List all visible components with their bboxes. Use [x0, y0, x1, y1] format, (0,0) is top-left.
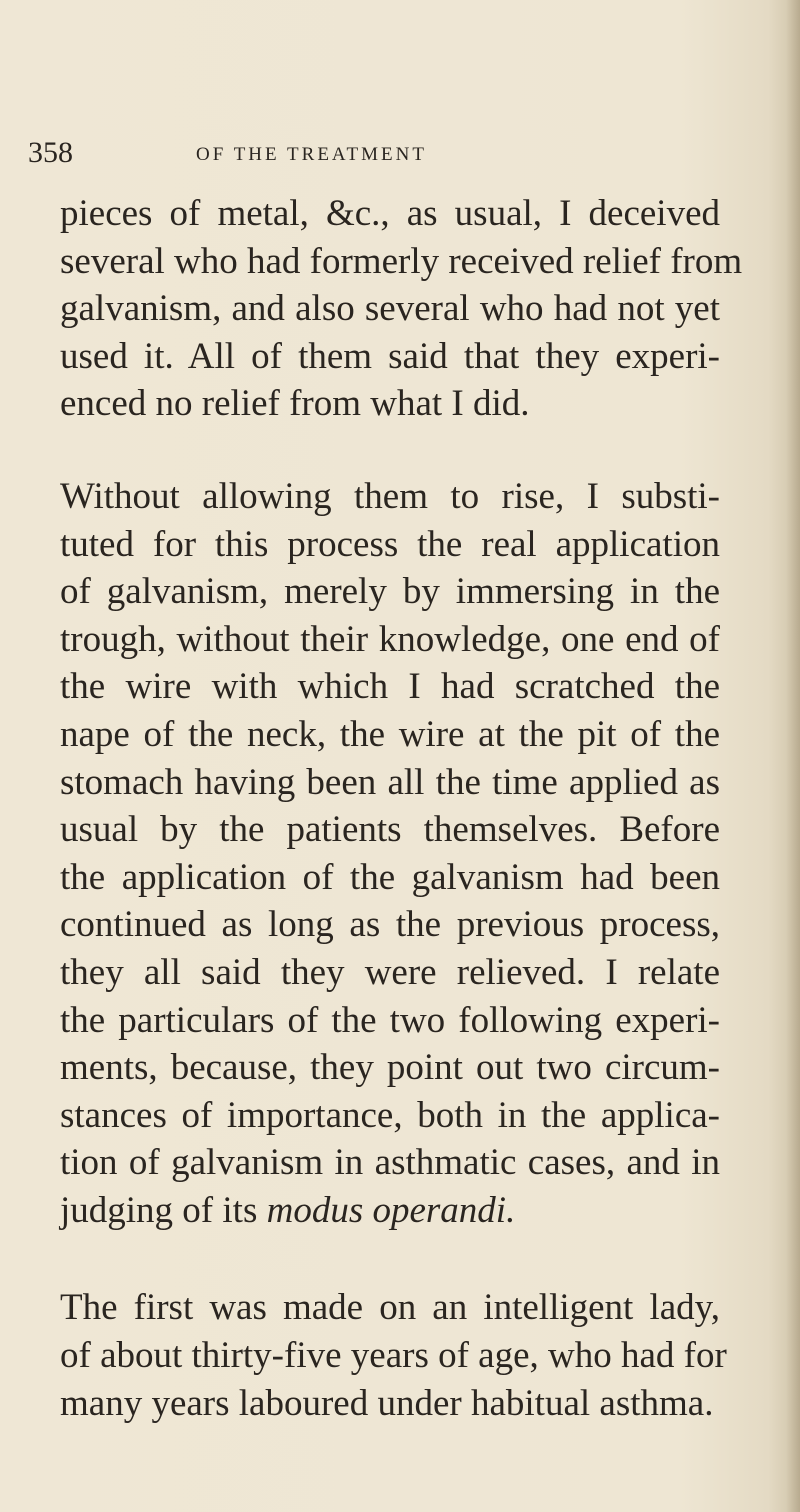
- text-line: tion of galvanism in asthmatic cases, and in: [60, 1142, 720, 1184]
- page-number: 358: [28, 136, 73, 169]
- text-line: [60, 1187, 720, 1235]
- text-line: the particulars of the two following experi-: [60, 999, 720, 1041]
- page-edge-shadow: [786, 0, 800, 1512]
- paragraph-1: [60, 190, 743, 428]
- page-header: [28, 136, 728, 176]
- text-line: used it. All of them said that they experi-: [60, 335, 720, 377]
- text-line: continued as long as the previous process,: [60, 904, 720, 946]
- text-line: the wire with which I had scratched the: [60, 666, 720, 708]
- paragraph-2: [60, 473, 720, 1235]
- running-head: OF THE TREATMENT: [196, 144, 427, 165]
- italic-phrase: modus operandi.: [266, 1189, 516, 1231]
- text-line: of galvanism, merely by immersing in the: [60, 571, 720, 613]
- text-line: stances of importance, both in the applica-: [60, 1094, 720, 1136]
- text-line: tuted for this process the real application: [60, 523, 720, 565]
- text-line: galvanism, and also several who had not yet: [60, 288, 720, 330]
- text-line: several who had formerly received relief from: [60, 240, 743, 282]
- text-line: nape of the neck, the wire at the pit of the: [60, 713, 720, 755]
- text-line: they all said they were relieved. I relate: [60, 951, 720, 993]
- text-line: usual by the patients themselves. Before: [60, 809, 720, 851]
- text-line: enced no relief from what I did.: [60, 383, 530, 425]
- text-line: ments, because, they point out two circum-: [60, 1047, 720, 1089]
- text-line: many years laboured under habitual asthma.: [60, 1382, 714, 1424]
- text-line: pieces of metal, &c., as usual, I deceived: [60, 193, 720, 234]
- text-fragment: judging of its: [60, 1189, 267, 1231]
- text-line: trough, without their knowledge, one end of: [60, 618, 720, 660]
- text-line: stomach having been all the time applied as: [60, 761, 720, 803]
- paragraph-3: [60, 1284, 727, 1427]
- text-line: The first was made on an intelligent lady,: [60, 1287, 720, 1329]
- text-line: Without allowing them to rise, I substi-: [60, 475, 720, 517]
- text-line: the application of the galvanism had been: [60, 856, 720, 898]
- body-text: [60, 190, 743, 1427]
- text-line: of about thirty-five years of age, who had for: [60, 1335, 727, 1377]
